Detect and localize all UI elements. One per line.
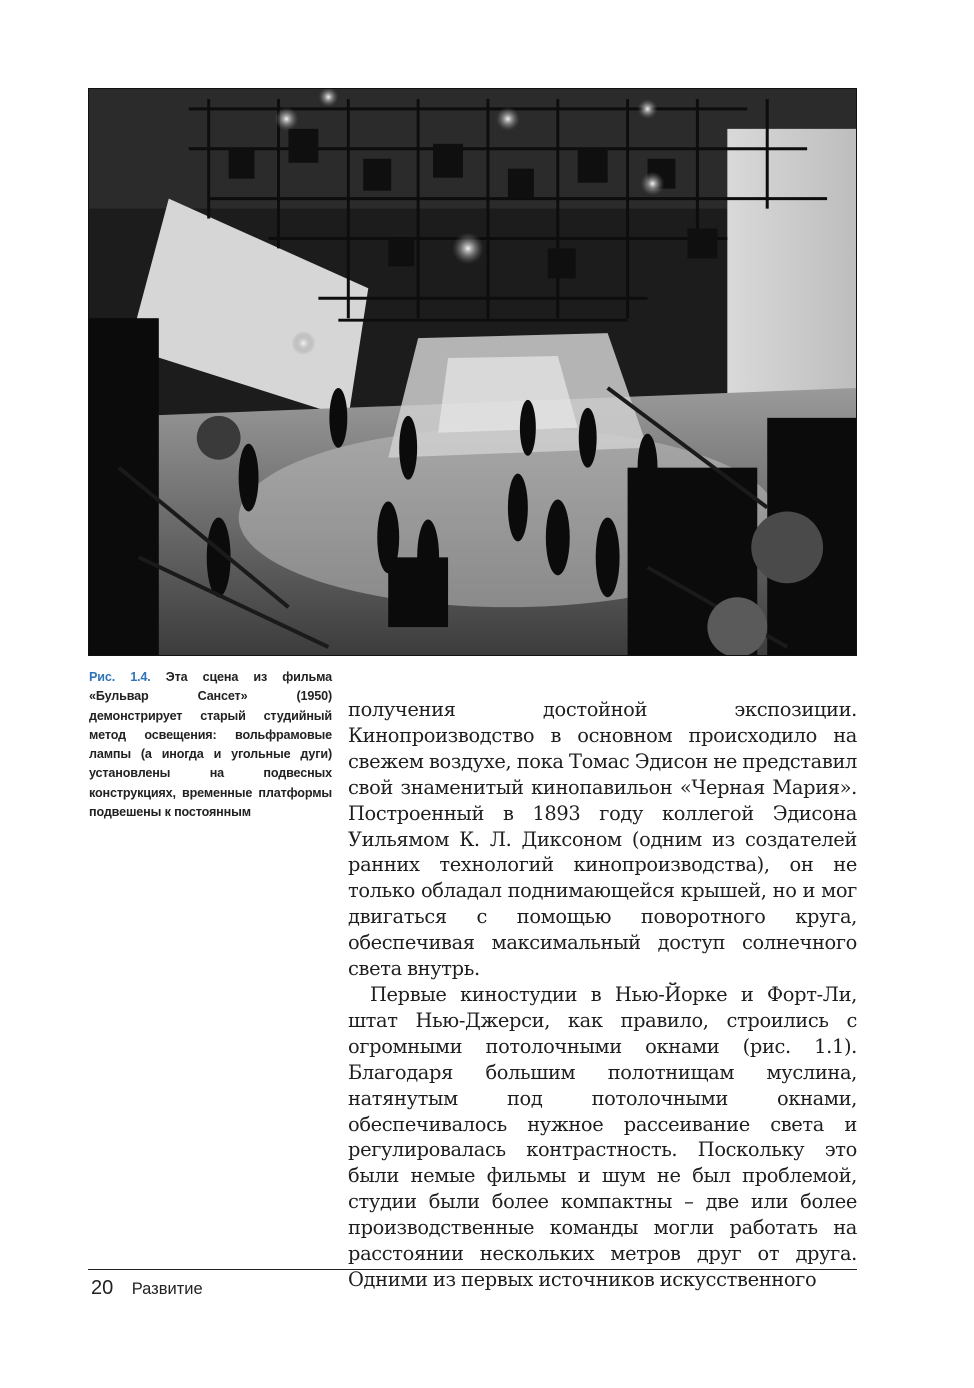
figure-caption-text: Эта сцена из фильма «Бульвар Сансет» (1950) демонстрирует старый студийный метод освещения: вольфрамовые лампы (а иногда и угольные дуги) установлены на подвесных конструкциях, временные платформы подвешены к постоянным: [89, 670, 332, 820]
page-footer: [91, 1277, 203, 1300]
section-title: Развитие: [131, 1280, 203, 1298]
studio-set-image: [89, 89, 856, 655]
body-paragraph-1: получения достойной экспозиции. Кинопроизводство в основном происходило на свежем воздухе, пока Томас Эдисон не представил свой знаменитый кинопавильон «Черная Мария». Построенный в 1893 году коллегой Эдисона Уильямом К. Л. Диксоном (одним из создателей ранних технологий кинопроизводства), он не только обладал поднимающейся крышей, но и мог двигаться с помощью поворотного круга, обеспечивая максимальный доступ солнечного света внутрь.: [348, 698, 857, 981]
figure-photo: [88, 88, 857, 656]
body-text: [348, 697, 857, 1293]
figure-caption: [89, 668, 332, 822]
footer-rule: [88, 1269, 857, 1270]
body-paragraph-2: Первые киностудии в Нью-Йорке и Форт-Ли, штат Нью-Джерси, как правило, строились с огромными потолочными окнами (рис. 1.1). Благодаря большим полотнищам муслина, натянутым под потолочными окнами, обеспечивалось нужное рассеивание света и регулировалась контрастность. Поскольку это были немые фильмы и шум не был проблемой, студии были более компактны – две или более производственные команды могли работать на расстоянии нескольких метров друг от друга. Одними из первых источников искусственного: [348, 982, 857, 1291]
page-number: 20: [91, 1277, 114, 1299]
figure-label: Рис. 1.4.: [89, 670, 151, 684]
